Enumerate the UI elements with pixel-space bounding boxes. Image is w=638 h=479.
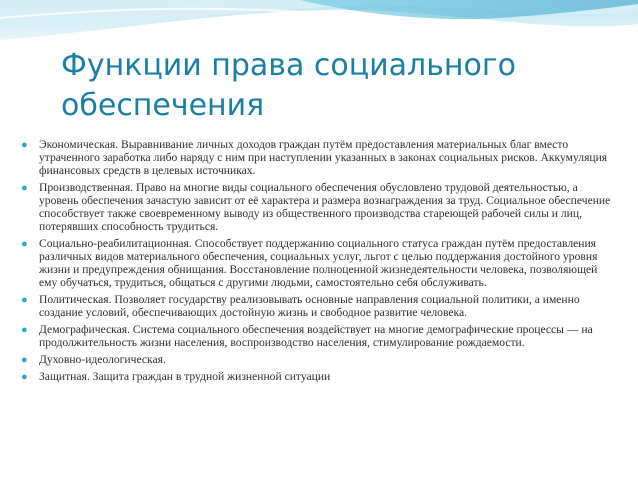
list-item — [20, 353, 616, 366]
list-item — [20, 323, 616, 349]
list-item-text: Экономическая. Выравнивание личных доходов граждан путём предоставления материальных благ вместо утраченного заработка либо наряду с ним при наступлении указанных в законах социальных рисков. Аккумуляция финансовых средств в целевых источниках. — [39, 138, 608, 177]
bullet-icon: ● — [21, 182, 28, 194]
list-item-text: Демографическая. Система социального обеспечения воздействует на многие демографические процессы — на продолжительность жизни населения, воспроизводство населения, стимулирование рождаемости. — [39, 323, 593, 349]
list-item-text: Производственная. Право на многие виды социального обеспечения обусловлено трудовой деятельностью, а уровень обеспечения зачастую зависит от её характера и размера вознаграждения за труд. Социальное обеспечение способствует также своевременному выводу из общественного производства стареющей рабочей силы и лиц, потерявших способность трудиться. — [39, 181, 611, 233]
list-item — [20, 237, 616, 289]
function-list — [20, 138, 616, 387]
bullet-icon: ● — [21, 371, 28, 383]
title-line-1: Функции права социального — [61, 48, 516, 83]
list-item-text: Социально-реабилитационная. Способствует поддержанию социального статуса граждан путём предоставления различных видов материального обеспечения, социальных услуг, льгот с целью поддержания достойного уровня жизни и предупреждения обнищания. Восстановление полноценной жизнедеятельности человека, позволяющей ему обучаться, трудиться, общаться с другими людьми, самостоятельно себя обслуживать. — [39, 237, 598, 289]
list-item — [20, 370, 616, 383]
bullet-icon: ● — [21, 139, 28, 151]
slide-title — [61, 46, 621, 126]
bullet-icon: ● — [21, 354, 28, 366]
title-line-2: обеспечения — [61, 88, 265, 123]
list-item-text: Защитная. Защита граждан в трудной жизненной ситуации — [39, 370, 331, 383]
bullet-icon: ● — [21, 238, 28, 250]
bullet-icon: ● — [21, 294, 28, 306]
list-item-text: Духовно-идеологическая. — [39, 353, 166, 366]
list-item-text: Политическая. Позволяет государству реализовывать основные направления социальной политики, а именно создание условий, обеспечивающих достойную жизнь и свободное развитие человека. — [39, 293, 580, 319]
bullet-icon: ● — [21, 324, 28, 336]
list-item — [20, 138, 616, 177]
list-item — [20, 293, 616, 319]
list-item — [20, 181, 616, 233]
